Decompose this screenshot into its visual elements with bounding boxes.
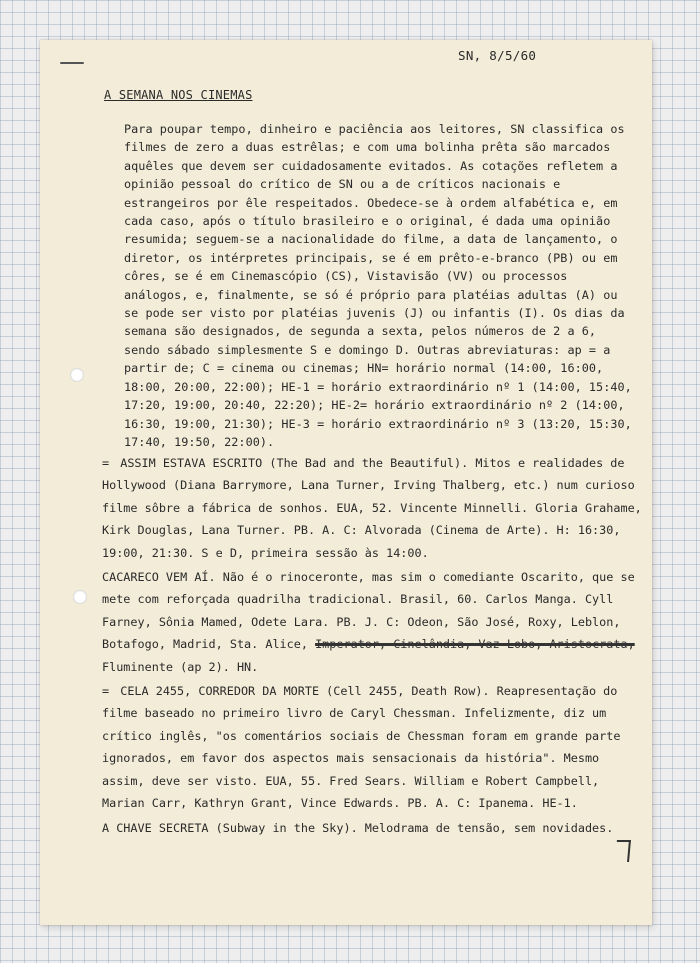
document-date: SN, 8/5/60 [458, 48, 537, 63]
punch-hole-bottom [73, 590, 87, 604]
review-assim-estava-escrito [102, 452, 644, 564]
review-list [102, 452, 644, 841]
review-prefix-mark: = [102, 684, 110, 699]
review-a-chave-secreta [102, 817, 644, 839]
review-text-tail: Fluminente (ap 2). HN. [102, 659, 259, 674]
page-title: A SEMANA NOS CINEMAS [104, 88, 253, 102]
handwritten-dash-mark [60, 62, 84, 64]
review-text: A CHAVE SECRETA (Subway in the Sky). Melodrama de tensão, sem novidades. [102, 820, 614, 835]
intro-paragraph [124, 120, 634, 451]
struck-out-text: Imperator, Cinelândia, Vaz Lobo, Aristocrata, [315, 637, 635, 652]
document-page [40, 40, 652, 925]
review-cacareco-vem-ai [102, 566, 644, 678]
review-text: ASSIM ESTAVA ESCRITO (The Bad and the Beautiful). Mitos e realidades de Hollywood (Diana Barrymore, Lana Turner, Irving Thalberg, etc.) num curioso filme sôbre a fábrica de sonhos. EUA, 52. Vincente Minnelli. Gloria Grahame, Kirk Douglas, Lana Turner. PB. A. C: Alvorada (Cinema de Arte). H: 16:30, 19:00, 21:30. S e D, primeira sessão às 14:00. [102, 456, 642, 560]
review-text: CACARECO VEM AÍ. Não é o rinoceronte, mas sim o comediante Oscarito, que se mete com reforçada quadrilha tradicional. Brasil, 60. Carlos Manga. Cyll Farney, Sônia Mamed, Odete Lara. PB. J. C: Odeon, São José, Roxy, Leblon, Botafogo, Madrid, Sta. Alice, [102, 570, 635, 652]
review-prefix-mark: = [102, 456, 110, 470]
handwritten-corner-mark [615, 840, 631, 862]
review-text: CELA 2455, CORREDOR DA MORTE (Cell 2455, Death Row). Reapresentação do filme baseado no primeiro livro de Caryl Chessman. Infelizmente, diz um crítico inglês, "os comentários sociais de Chessman foram em grande parte ignorados, em favor dos aspectos mais sensacionais da história". Mesmo assim, deve ser visto. EUA, 55. Fred Sears. William e Robert Campbell, Marian Carr, Kathryn Grant, Vince Edwards. PB. A. C: Ipanema. HE-1. [102, 684, 621, 811]
review-cela-2455 [102, 680, 644, 814]
punch-hole-top [70, 368, 84, 382]
intro-text: Para poupar tempo, dinheiro e paciência aos leitores, SN classifica os filmes de zero a duas estrêlas; e com uma bolinha prêta são marcados aquêles que devem ser cuidadosamente evitados. As cotações refletem a opinião pessoal do crítico de SN ou a de críticos nacionais e estrangeiros por êle respeitados. Obedece-se à ordem alfabética e, em cada caso, após o título brasileiro e o original, é dada uma opinião resumida; seguem-se a nacionalidade do filme, a data de lançamento, o diretor, os intérpretes principais, se é em prêto-e-branco (PB) ou em côres, se é em Cinemascópio (CS), Vistavisão (VV) ou processos análogos, e, finalmente, se só é próprio para platéias adultas (A) ou se pode ser visto por platéias juvenis (J) ou infantis (I). Os dias da semana são designados, de segunda a sexta, pelos números de 2 a 6, sendo sábado simplesmente S e domingo D. Outras abreviaturas: ap = a partir de; C = cinema ou cinemas; HN= horário normal (14:00, 16:00, 18:00, 20:00, 22:00); HE-1 = horário extraordinário nº 1 (14:00, 15:40, 17:20, 19:00, 20:40, 22:20); HE-2= horário extraordinário nº 2 (14:00, 16:30, 19:00, 21:30); HE-3 = horário extraordinário nº 3 (13:20, 15:30, 17:40, 19:50, 22:00). [124, 122, 632, 449]
